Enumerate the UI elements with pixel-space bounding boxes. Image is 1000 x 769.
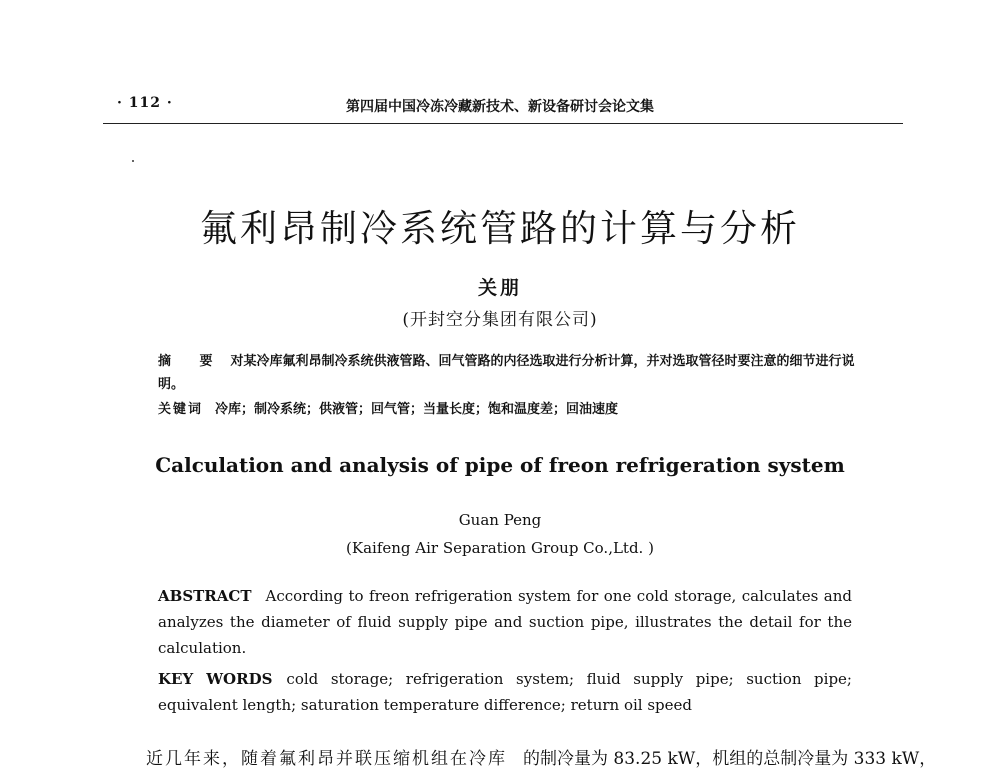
- author-zh: 关朋: [477, 277, 522, 299]
- journal-title: 第四届中国冷冻冷藏新技术、新设备研讨会论文集: [346, 99, 654, 115]
- keywords-en: [158, 666, 852, 718]
- abstract-text-zh: 对某冷库氟利昂制冷系统供液管路、回气管路的内径选取进行分析计算，并对选取管径时要注意的细节进行说明。: [158, 354, 855, 392]
- affiliation-zh: (开封空分集团有限公司): [402, 310, 598, 330]
- abstract-label-zh: 摘 要: [158, 354, 225, 369]
- author-en: Guan Peng: [458, 511, 542, 529]
- keywords-zh: [158, 398, 858, 421]
- page-number: · 112 ·: [117, 95, 173, 111]
- keywords-text-en: cold storage; refrigeration system; fluid supply pipe; suction pipe; equivalent length; saturation temperature difference; return oil speed: [158, 670, 852, 714]
- paper-title-zh: 氟利昂制冷系统管路的计算与分析: [200, 207, 800, 250]
- keywords-text-zh: 冷库；制冷系统；供液管；回气管；当量长度；饱和温度差；回油速度: [215, 402, 619, 417]
- header-rule: [103, 123, 903, 124]
- paper-title-en: Calculation and analysis of pipe of freon refrigeration system: [155, 453, 845, 477]
- abstract-zh: [158, 350, 858, 396]
- abstract-label-en: ABSTRACT: [158, 587, 252, 605]
- keywords-label-en: KEY WORDS: [158, 670, 273, 688]
- abstract-text-en: According to freon refrigeration system for one cold storage, calculates and analyzes the diameter of fluid supply pipe and suction pipe, illustrates the detail for the calculation.: [158, 587, 852, 657]
- body-text-right: 的制冷量为 83.25 kW，机组的总制冷量为 333 kW，: [523, 749, 937, 769]
- keywords-label-zh: 关键词: [158, 402, 204, 417]
- affiliation-en: (Kaifeng Air Separation Group Co.,Ltd. ): [346, 539, 654, 557]
- body-text-left: 近几年来，随着氟利昂并联压缩机组在冷库: [146, 749, 507, 769]
- scan-speck: [132, 160, 134, 162]
- abstract-en: [158, 583, 852, 661]
